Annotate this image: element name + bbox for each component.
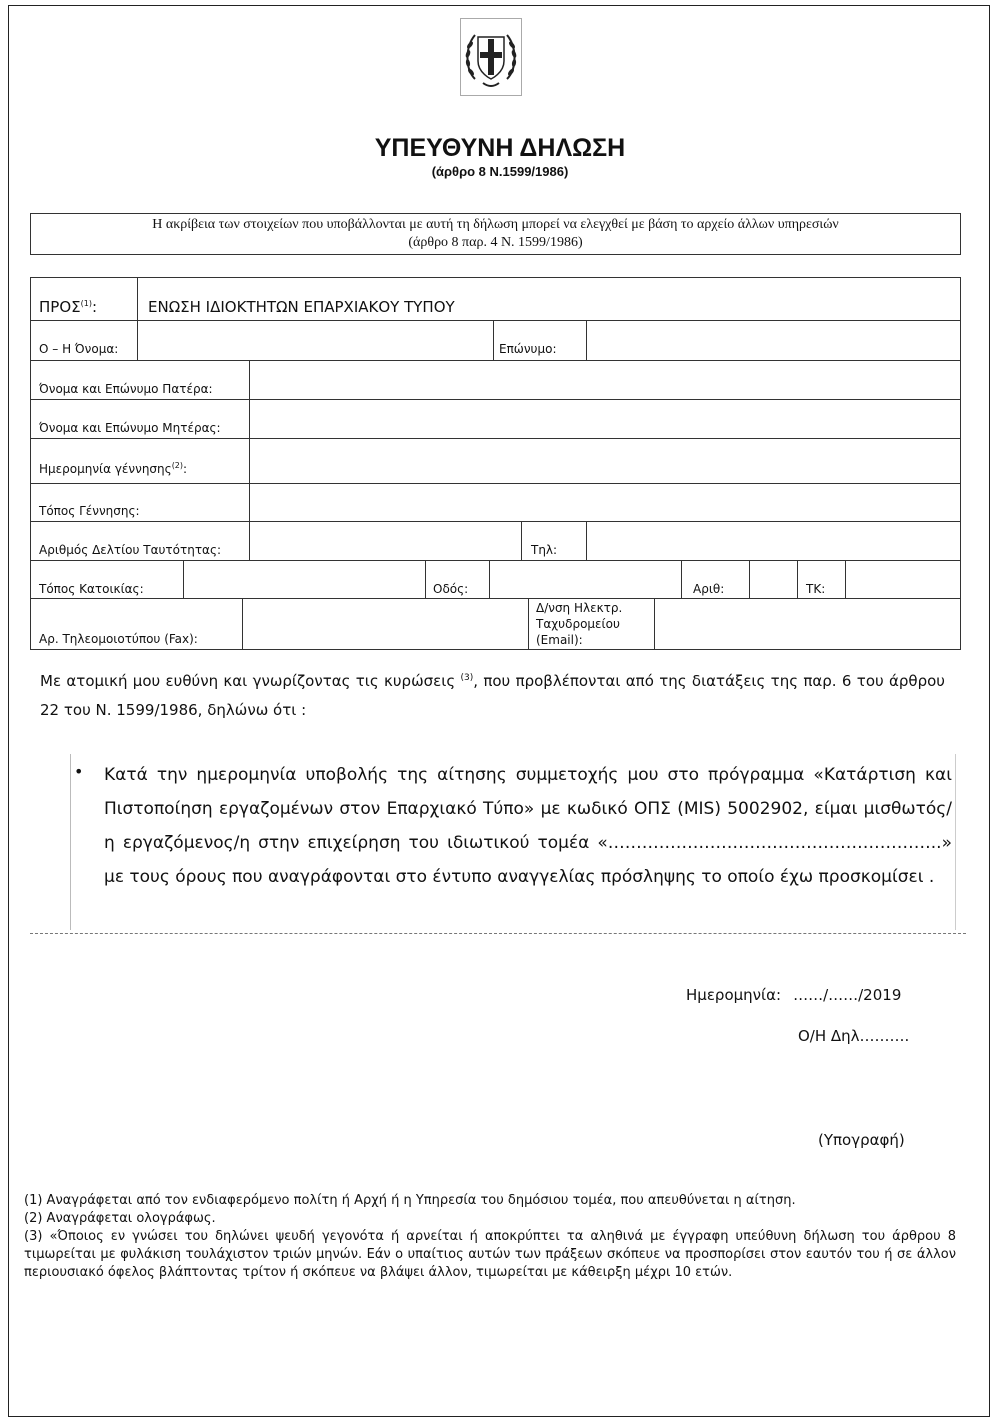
fax-field[interactable] — [243, 599, 527, 649]
email-label: Δ/νση Ηλεκτρ. Ταχυδρομείου (Email): — [536, 601, 623, 647]
notice-line-2: (άρθρο 8 παρ. 4 Ν. 1599/1986) — [408, 235, 583, 250]
bullet-icon: • — [74, 762, 84, 781]
birthplace-label: Τόπος Γέννησης: — [39, 504, 140, 518]
declarant-signer: Ο/Η Δηλ………. — [798, 1027, 910, 1045]
street-number-field[interactable] — [750, 561, 796, 597]
id-card-field[interactable] — [250, 522, 520, 559]
postal-code-label: ΤΚ: — [806, 582, 826, 596]
fax-label: Αρ. Τηλεομοιοτύπου (Fax): — [39, 632, 198, 646]
footnote-2: (2) Αναγράφεται ολογράφως. — [24, 1211, 216, 1226]
birth-date-label: Ημερομηνία γέννησης$^{(2)}$: — [39, 461, 188, 476]
phone-label: Τηλ: — [531, 543, 558, 557]
postal-code-field[interactable] — [846, 561, 959, 597]
signature-date: Ημερομηνία: ……/……/2019 — [686, 986, 902, 1004]
street-label: Οδός: — [433, 582, 469, 596]
document-title: ΥΠΕΥΘΥΝΗ ΔΗΛΩΣΗ — [374, 134, 626, 162]
footnote-1: (1) Αναγράφεται από τον ενδιαφερόμενο πολίτη ή Αρχή ή η Υπηρεσία του δημόσιου τομέα, που απευθύνεται η αίτηση. — [24, 1193, 796, 1208]
surname-label: Επώνυμο: — [499, 342, 557, 356]
mother-name-label: Όνομα και Επώνυμο Μητέρας: — [39, 421, 221, 435]
footnotes — [24, 1192, 956, 1282]
name-label: Ο – Η Όνομα: — [39, 342, 119, 356]
footnote-3: (3) «Όποιος εν γνώσει του δηλώνει ψευδή γεγονότα ή αρνείται ή αποκρύπτει τα αληθινά με έγγραφη υπεύθυνη δήλωση του άρθρου 8 τιμωρείται με φυλάκιση τουλάχιστον τριών μηνών. Εάν ο υπαίτιος αυτών των πράξεων σκόπευε να προσπορίσει στον εαυτόν του ή σε άλλον περιουσιακό όφελος βλάπτοντας τρίτον ή σκόπευε να βλάψει άλλον, τιμωρείται με κάθειρξη μέχρι 10 ετών. — [24, 1229, 956, 1280]
to-value: ΕΝΩΣΗ ΙΔΙΟΚΤΗΤΩΝ ΕΠΑΡΧΙΑΚΟΥ ΤΥΠΟΥ — [148, 298, 455, 316]
document-subtitle: (άρθρο 8 Ν.1599/1986) — [431, 164, 569, 179]
coat-of-arms-icon — [460, 18, 522, 96]
phone-field[interactable] — [587, 522, 959, 559]
name-field[interactable] — [138, 321, 492, 359]
residence-field[interactable] — [184, 561, 424, 597]
accuracy-notice — [30, 213, 961, 255]
id-card-label: Αριθμός Δελτίου Ταυτότητας: — [39, 543, 222, 557]
surname-field[interactable] — [587, 321, 959, 359]
section-divider — [30, 933, 966, 934]
birth-date-field[interactable] — [250, 439, 959, 482]
declarant-details-form — [30, 277, 961, 650]
email-field[interactable] — [655, 599, 959, 649]
declaration-statement: Κατά την ημερομηνία υποβολής της αίτησης συμμετοχής μου στο πρόγραμμα «Κατάρτιση και Πιστοποίηση εργαζομένων στον Επαρχιακό Τύπο» με κωδικό ΟΠΣ (MIS) 5002902, είμαι μισθωτός/η εργαζόμενος/η στην επιχείρηση του ιδιωτικού τομέα «…………………………………………………..» με τους όρους που αναγράφονται στο έντυπο αναγγελίας πρόσληψης το οποίο έχω προσκομίσει . — [104, 765, 952, 887]
street-field[interactable] — [490, 561, 680, 597]
street-number-label: Αριθ: — [693, 582, 725, 596]
residence-label: Τόπος Κατοικίας: — [39, 582, 144, 596]
signature-label: (Υπογραφή) — [818, 1131, 905, 1149]
mother-name-field[interactable] — [250, 400, 959, 437]
father-name-field[interactable] — [250, 361, 959, 398]
notice-line-1: Η ακρίβεια των στοιχείων που υποβάλλονται με αυτή τη δήλωση μπορεί να ελεγχθεί με βάση το αρχείο άλλων υπηρεσιών — [152, 217, 839, 232]
declaration-intro: Με ατομική μου ευθύνη και γνωρίζοντας τις κυρώσεις $^{(3)}$, που προβλέπονται από της διατάξεις της παρ. 6 του άρθρου 22 του Ν. 1599/1986, δηλώνω ότι : — [40, 672, 945, 719]
to-label: ΠΡΟΣ$^{(1)}$: — [39, 298, 98, 316]
father-name-label: Όνομα και Επώνυμο Πατέρα: — [39, 382, 213, 396]
birthplace-field[interactable] — [250, 484, 959, 520]
